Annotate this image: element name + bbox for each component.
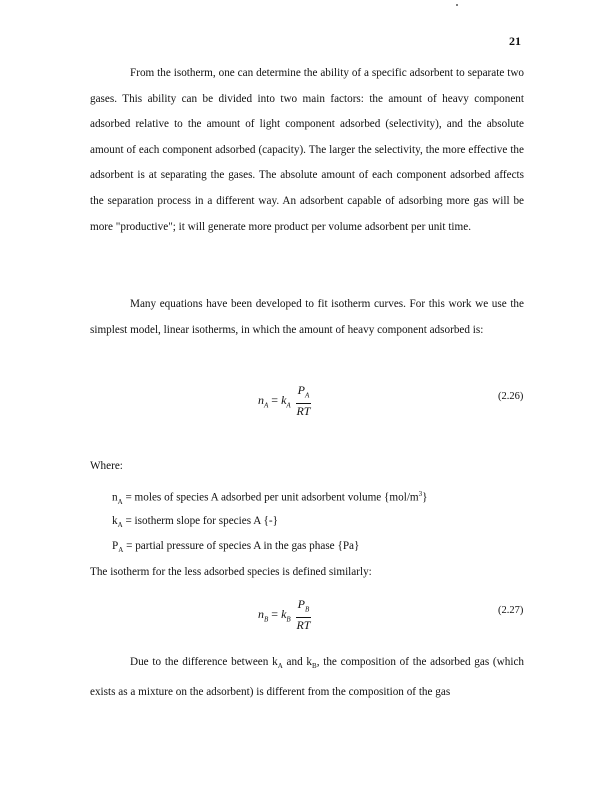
equation-2-26 bbox=[258, 384, 311, 418]
equation-2-27 bbox=[258, 598, 311, 632]
definition-kA bbox=[112, 515, 278, 529]
para4-text-b: and k bbox=[282, 656, 313, 668]
eq-lhs: n bbox=[258, 392, 264, 407]
equation-number-2-26: (2.26) bbox=[498, 391, 524, 402]
eq-lhs-sub: B bbox=[264, 615, 269, 624]
def-unit-sup: 3 bbox=[418, 490, 423, 498]
eq-fraction bbox=[296, 384, 312, 418]
eq-k: k bbox=[281, 606, 287, 621]
eq-k-sub: B bbox=[286, 615, 291, 624]
para4-sub-B: B bbox=[312, 662, 317, 671]
paragraph-selectivity: From the isotherm, one can determine the ability of a specific adsorbent to separate two gases. This ability can be divided into two main factors: the amount of heavy component adsorbed relative to the amount of light component adsorbed (selectivity), and the absolute amount of each component adsorbed (capacity). The larger the selectivity, the more effective the adsorbent is at separating the gases. The absolute amount of each component adsorbed affects the separation process in a different way. An adsorbent capable of adsorbing more gas will be more "productive"; it will generate more product per volume adsorbent per unit time. bbox=[90, 67, 524, 233]
scan-mark bbox=[455, 3, 459, 7]
paragraph-less-adsorbed: The isotherm for the less adsorbed species is defined similarly: bbox=[90, 566, 372, 578]
para4-text-c: , the composition of the adsorbed gas (which exists as a mixture on the adsorbent) is different from the composition of the gas bbox=[90, 656, 524, 698]
def-symbol-sub: A bbox=[117, 497, 123, 506]
eq-denominator: RT bbox=[296, 618, 311, 633]
eq-denominator: RT bbox=[296, 404, 311, 419]
paragraph-isotherm-models: Many equations have been developed to fit isotherm curves. For this work we use the simplest model, linear isotherms, in which the amount of heavy component adsorbed is: bbox=[90, 298, 524, 336]
definition-PA bbox=[112, 540, 359, 554]
def-text: = moles of species A adsorbed per unit adsorbent volume {mol/m bbox=[122, 491, 419, 504]
page-number: 21 bbox=[509, 34, 521, 48]
para4-sub-A: A bbox=[277, 662, 283, 671]
definition-nA bbox=[112, 490, 428, 506]
eq-k: k bbox=[281, 392, 287, 407]
paragraph-composition bbox=[90, 650, 524, 705]
eq-numerator-sub: A bbox=[305, 391, 310, 400]
eq-numerator: P bbox=[297, 597, 306, 611]
eq-fraction bbox=[296, 598, 312, 632]
eq-equals: = bbox=[271, 606, 279, 621]
eq-lhs-sub: A bbox=[264, 401, 269, 410]
def-symbol-sub: A bbox=[118, 546, 124, 555]
def-tail: } bbox=[422, 491, 428, 504]
def-symbol: P bbox=[112, 540, 119, 552]
eq-k-sub: A bbox=[286, 401, 291, 410]
para4-text-a: Due to the difference between k bbox=[130, 656, 278, 668]
eq-equals: = bbox=[271, 392, 279, 407]
def-symbol: n bbox=[112, 491, 118, 504]
def-text: = partial pressure of species A in the gas phase {Pa} bbox=[123, 540, 360, 552]
def-text: = isotherm slope for species A {-} bbox=[122, 515, 278, 527]
where-label: Where: bbox=[90, 460, 123, 472]
equation-number-2-27: (2.27) bbox=[498, 605, 524, 616]
eq-lhs: n bbox=[258, 606, 264, 621]
eq-numerator: P bbox=[297, 383, 306, 397]
def-symbol: k bbox=[112, 515, 118, 527]
def-symbol-sub: A bbox=[117, 521, 123, 530]
eq-numerator-sub: B bbox=[305, 605, 310, 614]
